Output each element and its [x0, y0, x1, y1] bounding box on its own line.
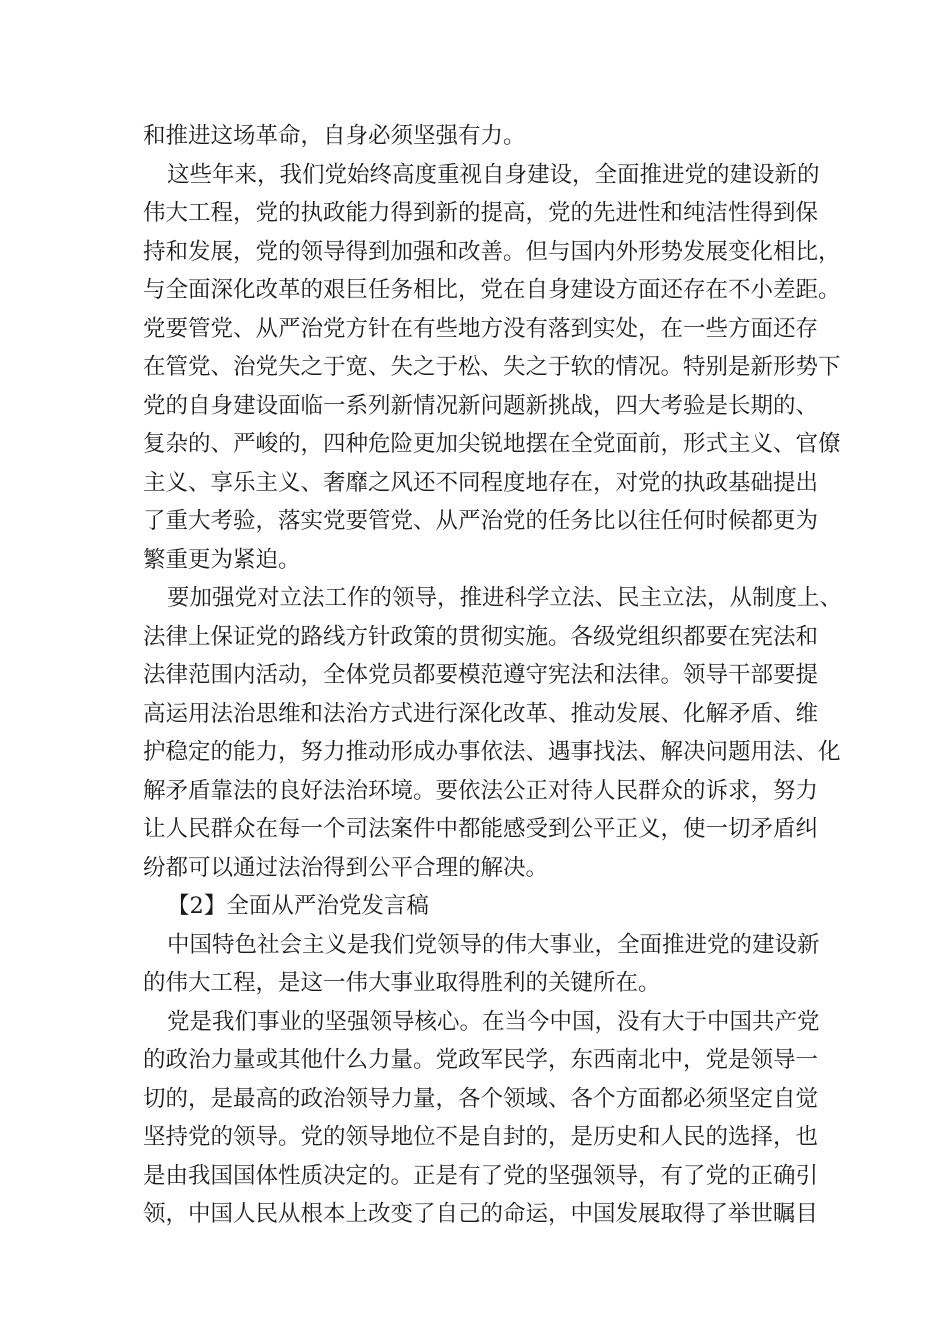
- text-line: 让人民群众在每一个司法案件中都能感受到公平正义，使一切矛盾纠: [143, 816, 819, 842]
- text-line: 党的自身建设面临一系列新情况新问题新挑战，四大考验是长期的、: [143, 392, 819, 419]
- text-line: 中国特色社会主义是我们党领导的伟大事业，全面推进党的建设新: [167, 931, 820, 958]
- text-line: 的伟大工程，是这一伟大事业取得胜利的关键所在。: [143, 970, 661, 996]
- text-line: 和推进这场革命，自身必须坚强有力。: [143, 123, 526, 149]
- text-line: 要加强党对立法工作的领导，推进科学立法、民主立法，从制度上、: [167, 585, 843, 611]
- text-line: 护稳定的能力，努力推动形成办事依法、遇事找法、解决问题用法、化: [143, 739, 841, 765]
- text-line: 了重大考验，落实党要管党、从严治党的任务比以往任何时候都更为: [143, 508, 819, 534]
- text-line: 持和发展，党的领导得到加强和改善。但与国内外形势发展变化相比，: [143, 238, 841, 265]
- text-line: 复杂的、严峻的，四种危险更加尖锐地摆在全党面前，形式主义、官僚: [143, 431, 841, 457]
- section-heading: 【2】全面从严治党发言稿: [167, 893, 429, 919]
- document-body: [143, 117, 843, 1234]
- text-line: 是由我国国体性质决定的。正是有了党的坚强领导，有了党的正确引: [143, 1162, 819, 1189]
- text-line: 领，中国人民从根本上改变了自己的命运，中国发展取得了举世瞩目: [143, 1201, 819, 1227]
- text-line: 在管党、治党失之于宽、失之于松、失之于软的情况。特别是新形势下: [143, 354, 841, 380]
- text-line: 解矛盾靠法的良好法治环境。要依法公正对待人民群众的诉求，努力: [143, 777, 819, 804]
- text-line: 这些年来，我们党始终高度重视自身建设，全面推进党的建设新的: [167, 161, 820, 188]
- text-line: 高运用法治思维和法治方式进行深化改革、推动发展、化解矛盾、维: [143, 700, 819, 727]
- text-line: 的政治力量或其他什么力量。党政军民学，东西南北中，党是领导一: [143, 1047, 819, 1073]
- text-line: 坚持党的领导。党的领导地位不是自封的，是历史和人民的选择，也: [143, 1124, 819, 1150]
- text-line: 纷都可以通过法治得到公平合理的解决。: [143, 854, 549, 881]
- text-line: 切的，是最高的政治领导力量，各个领域、各个方面都必须坚定自觉: [143, 1085, 819, 1112]
- text-line: 法律上保证党的路线方针政策的贯彻实施。各级党组织都要在宪法和: [143, 623, 819, 650]
- text-line: 党是我们事业的坚强领导核心。在当今中国，没有大于中国共产党: [167, 1008, 820, 1035]
- text-line: 法律范围内活动，全体党员都要模范遵守宪法和法律。领导干部要提: [143, 662, 819, 688]
- text-line: 伟大工程，党的执政能力得到新的提高，党的先进性和纯洁性得到保: [143, 200, 819, 226]
- text-line: 党要管党、从严治党方针在有些地方没有落到实处，在一些方面还存: [143, 315, 819, 342]
- text-line: 与全面深化改革的艰巨任务相比，党在自身建设方面还存在不小差距。: [143, 277, 841, 303]
- text-line: 主义、享乐主义、奢靡之风还不同程度地存在，对党的执政基础提出: [143, 469, 819, 496]
- text-line: 繁重更为紧迫。: [143, 546, 301, 573]
